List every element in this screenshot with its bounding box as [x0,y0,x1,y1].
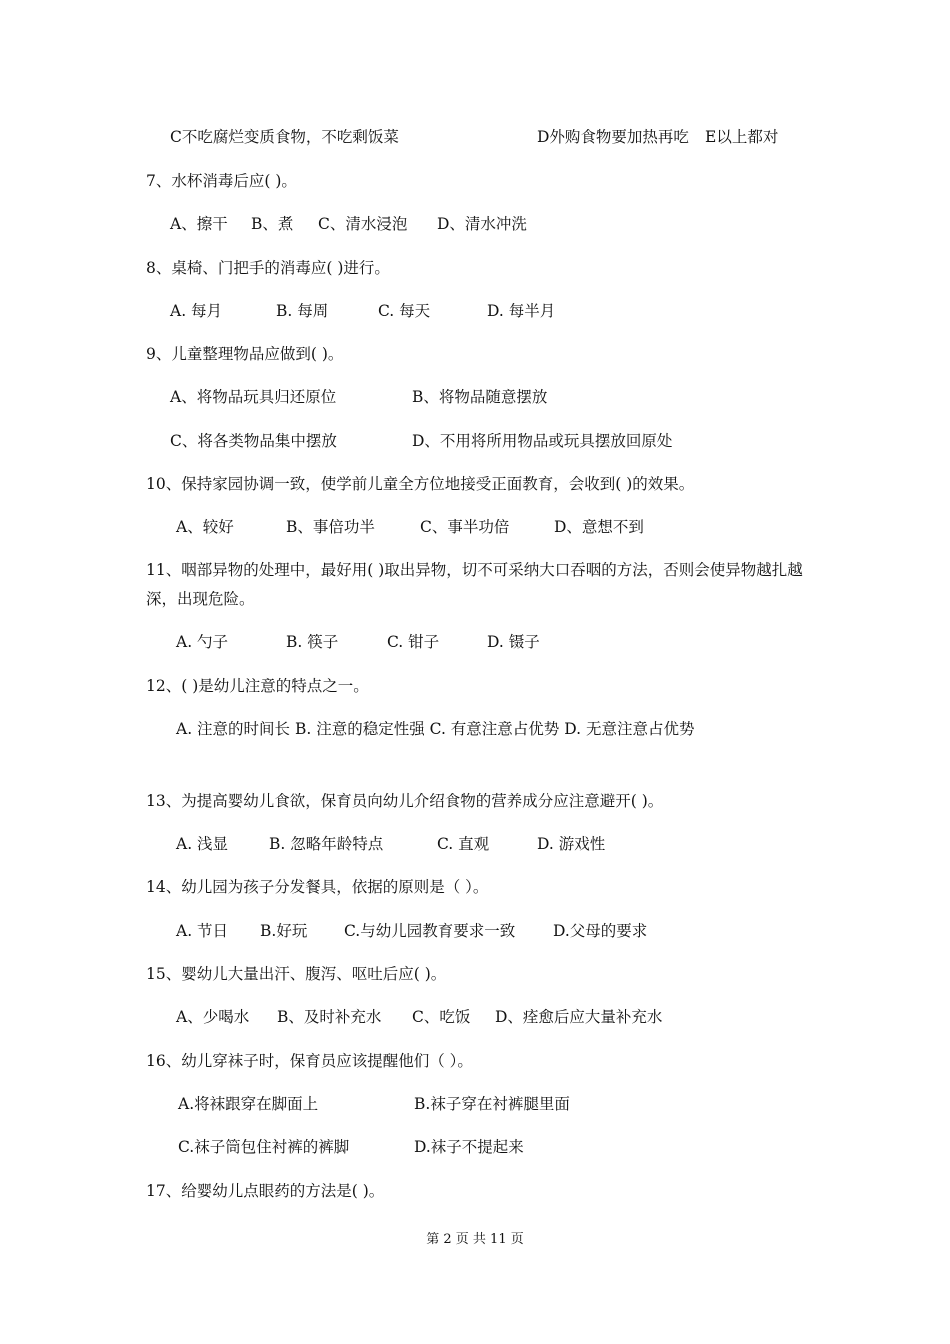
q15-option-b: B、及时补充水 [277,1008,382,1026]
q8-option-b: B. 每周 [276,302,329,320]
q8-option-c: C. 每天 [378,302,431,320]
q7-option-c: C、清水浸泡 [318,215,408,233]
q7-option-d: D、清水冲洗 [437,215,527,233]
q9-option-d: D、不用将所用物品或玩具摆放回原处 [412,432,673,450]
q7-option-b: B、煮 [251,215,294,233]
q13-option-a: A. 浅显 [176,835,229,853]
q10-option-d: D、意想不到 [554,518,644,536]
q6-option-c: C不吃腐烂变质食物，不吃剩饭菜 [170,128,399,146]
q13-option-c: C. 直观 [437,835,490,853]
q14-option-a: A. 节日 [176,922,229,940]
question-14-stem: 14、幼儿园为孩子分发餐具，依据的原则是（ ）。 [146,878,489,896]
q16-option-c: C.袜子筒包住衬裤的裤脚 [178,1138,350,1156]
q8-option-d: D. 每半月 [487,302,556,320]
q10-option-a: A、较好 [176,518,234,536]
question-16-stem: 16、幼儿穿袜子时，保育员应该提醒他们（ ）。 [146,1052,473,1070]
q11-option-c: C. 钳子 [387,633,440,651]
q16-option-d: D.袜子不提起来 [414,1138,524,1156]
q10-option-c: C、事半功倍 [420,518,510,536]
q15-option-a: A、少喝水 [176,1008,250,1026]
q15-option-d: D、痊愈后应大量补充水 [495,1008,663,1026]
q13-option-b: B. 忽略年龄特点 [269,835,384,853]
question-11-stem: 11、咽部异物的处理中，最好用( )取出异物，切不可采纳大口吞咽的方法，否则会使异物越扎越深，出现危险。 [146,561,803,608]
page-number-footer: 第 2 页 共 11 页 [426,1232,524,1247]
question-12-stem: 12、( )是幼儿注意的特点之一。 [146,677,369,695]
question-9-stem: 9、儿童整理物品应做到( )。 [146,345,344,363]
question-15-stem: 15、婴幼儿大量出汗、腹泻、呕吐后应( )。 [146,965,447,983]
q11-option-a: A. 勺子 [176,633,229,651]
q9-option-a: A、将物品玩具归还原位 [170,388,337,406]
q11-option-d: D. 镊子 [487,633,540,651]
q6-option-e: E以上都对 [705,128,779,146]
q14-option-c: C.与幼儿园教育要求一致 [344,922,516,940]
question-10-stem: 10、保持家园协调一致，使学前儿童全方位地接受正面教育，会收到( )的效果。 [146,475,695,493]
q9-option-b: B、将物品随意摆放 [412,388,548,406]
q8-option-a: A. 每月 [170,302,223,320]
q13-option-d: D. 游戏性 [537,835,606,853]
question-17-stem: 17、给婴幼儿点眼药的方法是( )。 [146,1182,385,1200]
q11-option-b: B. 筷子 [286,633,339,651]
q9-option-c: C、将各类物品集中摆放 [170,432,337,450]
question-7-stem: 7、水杯消毒后应( )。 [146,172,297,190]
question-8-stem: 8、桌椅、门把手的消毒应( )进行。 [146,259,390,277]
q14-option-b: B.好玩 [260,922,308,940]
q16-option-b: B.袜子穿在衬裤腿里面 [414,1095,570,1113]
q7-option-a: A、擦干 [170,215,228,233]
q15-option-c: C、吃饭 [412,1008,471,1026]
question-12-options: A. 注意的时间长 B. 注意的稳定性强 C. 有意注意占优势 D. 无意注意占优势 [176,720,695,738]
q16-option-a: A.将袜跟穿在脚面上 [178,1095,319,1113]
q6-option-d: D外购食物要加热再吃 [537,128,689,146]
q10-option-b: B、事倍功半 [286,518,375,536]
q14-option-d: D.父母的要求 [553,922,648,940]
question-13-stem: 13、为提高婴幼儿食欲，保育员向幼儿介绍食物的营养成分应注意避开( )。 [146,792,664,810]
